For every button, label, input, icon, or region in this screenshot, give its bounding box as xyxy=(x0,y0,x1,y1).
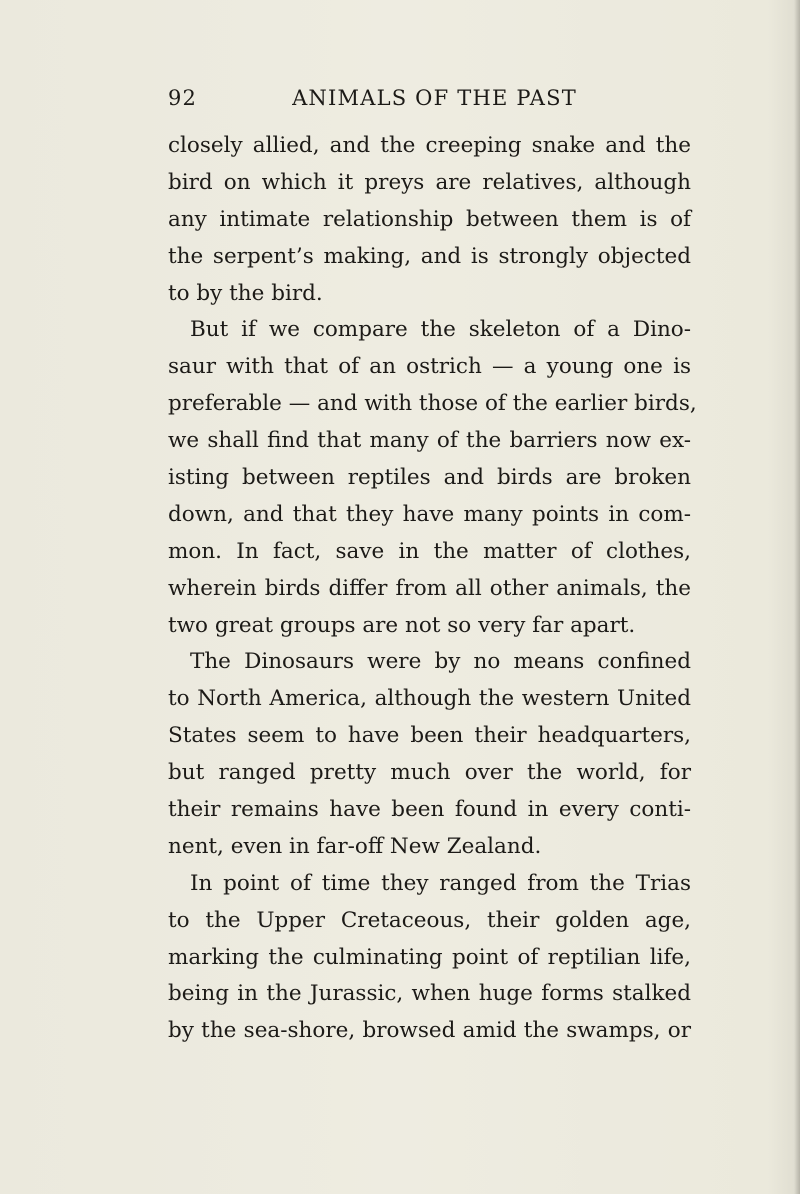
text-line: to the Upper Cretaceous, their golden age, xyxy=(168,907,691,933)
page-number: 92 xyxy=(168,86,198,110)
text-line: The Dinosaurs were by no means confined xyxy=(190,649,691,675)
text-line: But if we compare the skeleton of a Dino- xyxy=(190,317,691,343)
text-line: isting between reptiles and birds are broken xyxy=(168,465,691,491)
text-line: In point of time they ranged from the Trias xyxy=(190,870,691,896)
text-line: two great groups are not so very far apart. xyxy=(168,612,636,638)
text-line: any intimate relationship between them is of xyxy=(168,206,691,232)
text-line: closely allied, and the creeping snake and the xyxy=(168,133,691,158)
text-line: marking the culminating point of reptilian life, xyxy=(168,944,691,970)
text-line: being in the Jurassic, when huge forms stalked xyxy=(168,981,691,1007)
text-line: to North America, although the western United xyxy=(168,686,691,712)
text-line: but ranged pretty much over the world, for xyxy=(168,760,691,786)
text-line: nent, even in far-off New Zealand. xyxy=(168,833,542,859)
body-text xyxy=(168,128,697,1050)
text-line: down, and that they have many points in com- xyxy=(168,501,691,527)
text-line: States seem to have been their headquarters, xyxy=(168,723,691,749)
text-line: mon. In fact, save in the matter of clothes, xyxy=(168,538,691,564)
text-line: to by the bird. xyxy=(168,280,323,306)
text-line: bird on which it preys are relatives, although xyxy=(168,169,691,195)
text-line: the serpent’s making, and is strongly objected xyxy=(168,243,691,269)
text-line: preferable — and with those of the earlier birds, xyxy=(168,391,697,417)
text-line: their remains have been found in every conti- xyxy=(168,797,691,823)
text-line: saur with that of an ostrich — a young one is xyxy=(168,354,691,380)
text-line: wherein birds differ from all other animals, the xyxy=(168,575,691,601)
running-head xyxy=(168,86,683,118)
page-edge-shadow xyxy=(794,0,800,1194)
text-line: we shall find that many of the barriers now ex- xyxy=(168,428,691,454)
text-line: by the sea-shore, browsed amid the swamps, or xyxy=(168,1018,691,1044)
running-title: ANIMALS OF THE PAST xyxy=(292,86,577,110)
